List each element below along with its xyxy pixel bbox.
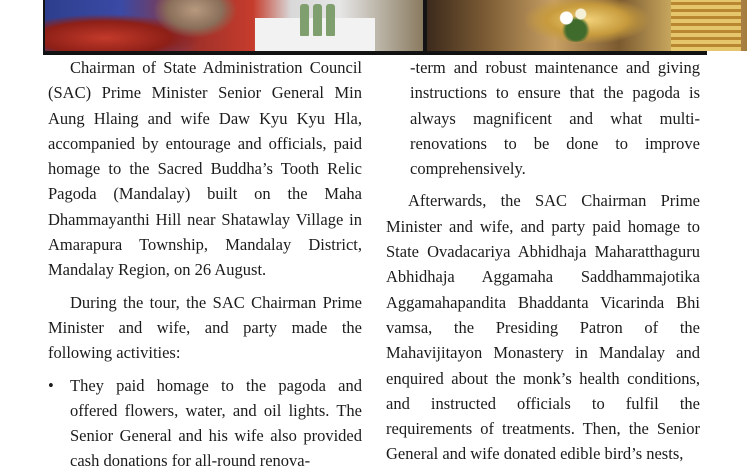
pagoda-interior-photo — [427, 0, 747, 51]
photo-strip — [43, 0, 707, 55]
water-bottle — [313, 4, 322, 36]
right-column — [386, 55, 700, 467]
water-bottle — [300, 4, 309, 36]
list-item — [48, 373, 362, 474]
paragraph-homage: Chairman of State Administration Council (SAC) Prime Minister Senior General Min Aung Hlaing and wife Daw Kyu Kyu Hla, accompanied by entourage and officials, paid homage to the Sacred Buddha’s Tooth Relic Pagoda (Mandalay) built on the Maha Dhammayanthi Hill near Shatawlay Village in Amarapura Township, Mandalay District, Mandalay Region, on 26 August. — [48, 58, 362, 280]
flower-offering — [552, 2, 600, 42]
ceremony-photo — [45, 0, 423, 51]
list-item-text: They paid homage to the pagoda and offered flowers, water, and oil lights. The Senior General and his wife also provided cash donations for all-round renova- — [70, 375, 362, 471]
bullet-marker: • — [48, 375, 54, 395]
paragraph-activities-intro: During the tour, the SAC Chairman Prime Minister and wife, and party made the following activities: — [48, 292, 362, 363]
paragraph-continuation: -term and robust maintenance and giving instructions to ensure that the pagoda is always magnificent and what multi-renovations to be done to improve comprehensively. — [410, 58, 700, 179]
paragraph-monastery-visit: Afterwards, the SAC Chairman Prime Minister and wife, and party paid homage to State Ovadacariya Abhidhaja Maharatthaguru Abhidhaja Aggamaha Saddhammajotika Aggamahapandita Bhaddanta Vicarinda Bhi vamsa, the Presiding Patron of the Mahavijitayon Monastery in Mandalay and enquired about the monk’s health conditions, and instructed officials to fulfil the requirements of treatments. Then, the Senior General and wife donated edible bird’s nests, — [386, 191, 700, 464]
left-column — [48, 55, 362, 474]
activities-list — [48, 373, 362, 474]
golden-shrine — [671, 0, 741, 51]
water-bottle — [326, 4, 335, 36]
